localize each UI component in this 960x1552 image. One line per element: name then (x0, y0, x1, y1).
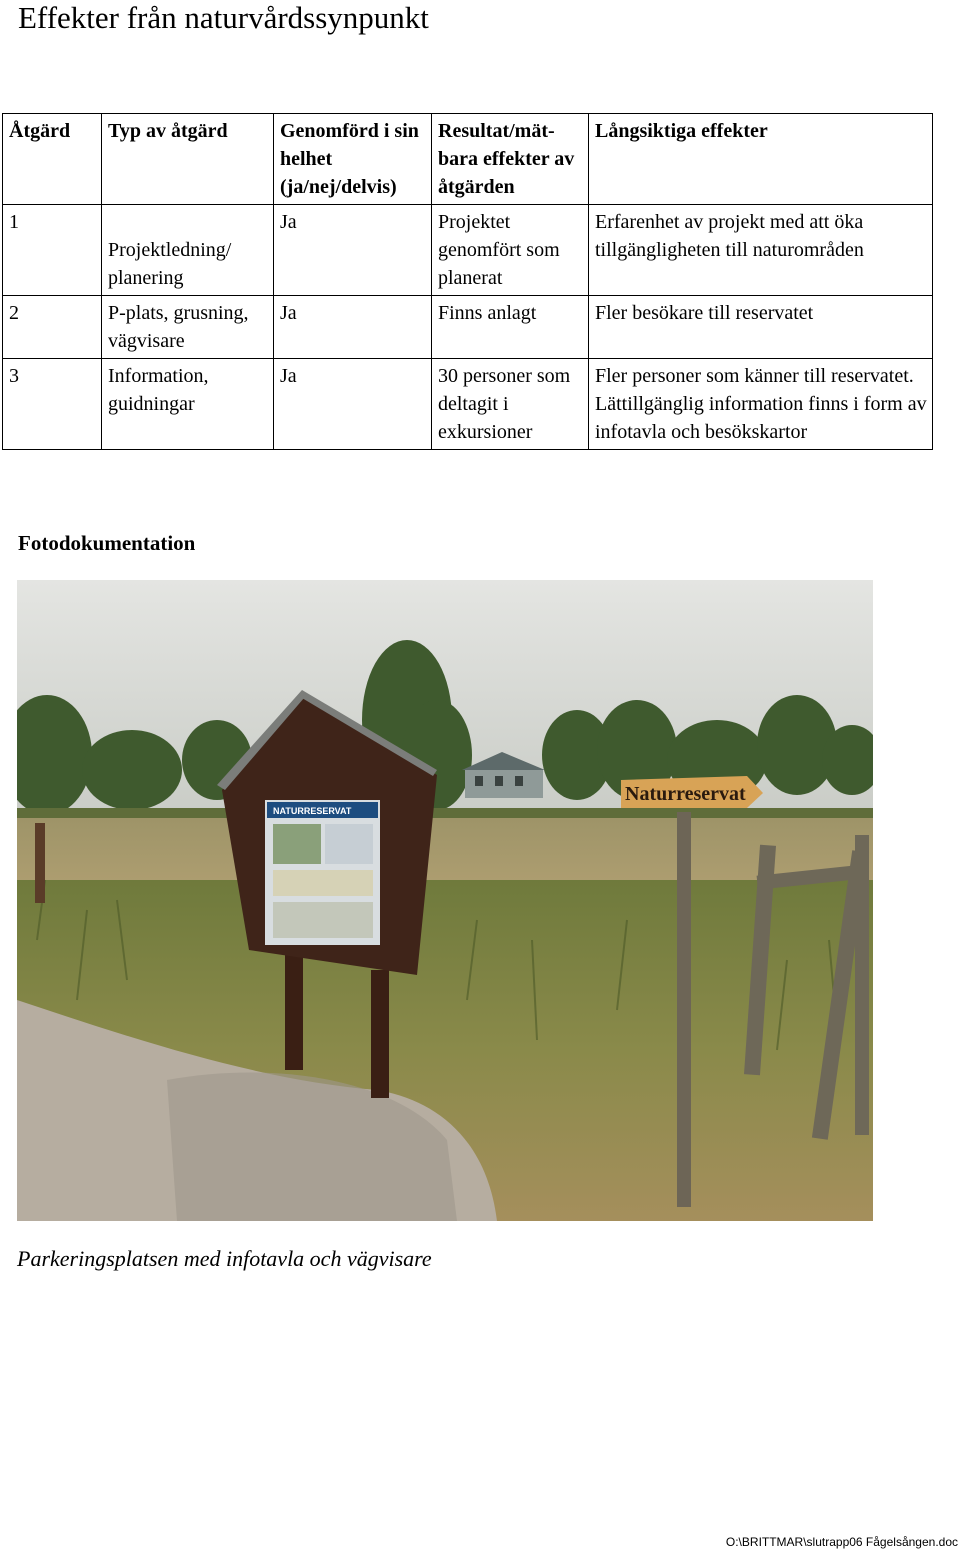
cell-resultat: 30 personer som deltagit i exkursioner (432, 359, 589, 450)
cell-atgard: 1 (3, 205, 102, 296)
cell-atgard: 3 (3, 359, 102, 450)
cell-langsiktiga: Fler besökare till reservatet (589, 296, 933, 359)
cell-genomford: Ja (274, 296, 432, 359)
header-typ: Typ av åtgärd (102, 114, 274, 205)
cell-genomford: Ja (274, 359, 432, 450)
table-row (3, 296, 933, 359)
footer-file-path: O:\BRITTMAR\slutrapp06 Fågelsången.doc (725, 1535, 958, 1549)
effects-table (2, 113, 933, 450)
photo-caption: Parkeringsplatsen med infotavla och vägvisare (17, 1246, 432, 1271)
page-title: Effekter från naturvårdssynpunkt (18, 0, 429, 35)
cell-genomford: Ja (274, 205, 432, 296)
header-atgard: Åtgärd (3, 114, 102, 205)
cell-typ: Projektledning/ planering (102, 205, 274, 296)
cell-resultat: Projektet genomfört som planerat (432, 205, 589, 296)
header-langsiktiga: Långsiktiga effekter (589, 114, 933, 205)
board-poster-title: NATURRESERVAT (273, 806, 352, 816)
photo-section-heading: Fotodokumentation (18, 531, 196, 555)
table-row (3, 205, 933, 296)
cell-atgard: 2 (3, 296, 102, 359)
cell-langsiktiga: Fler personer som känner till reservatet. Lättillgänglig information finns i form av infotavla och besökskartor (589, 359, 933, 450)
header-genomford: Genomförd i sin helhet (ja/nej/delvis) (274, 114, 432, 205)
cell-typ: Information, guidningar (102, 359, 274, 450)
sign-text: Naturreservat (625, 783, 746, 805)
header-resultat: Resultat/mät- bara effekter av åtgärden (432, 114, 589, 205)
table-header-row (3, 114, 933, 205)
parking-photo (17, 580, 873, 1221)
cell-resultat: Finns anlagt (432, 296, 589, 359)
cell-langsiktiga: Erfarenhet av projekt med att öka tillgängligheten till naturområden (589, 205, 933, 296)
table-row (3, 359, 933, 450)
cell-typ: P-plats, grusning, vägvisare (102, 296, 274, 359)
